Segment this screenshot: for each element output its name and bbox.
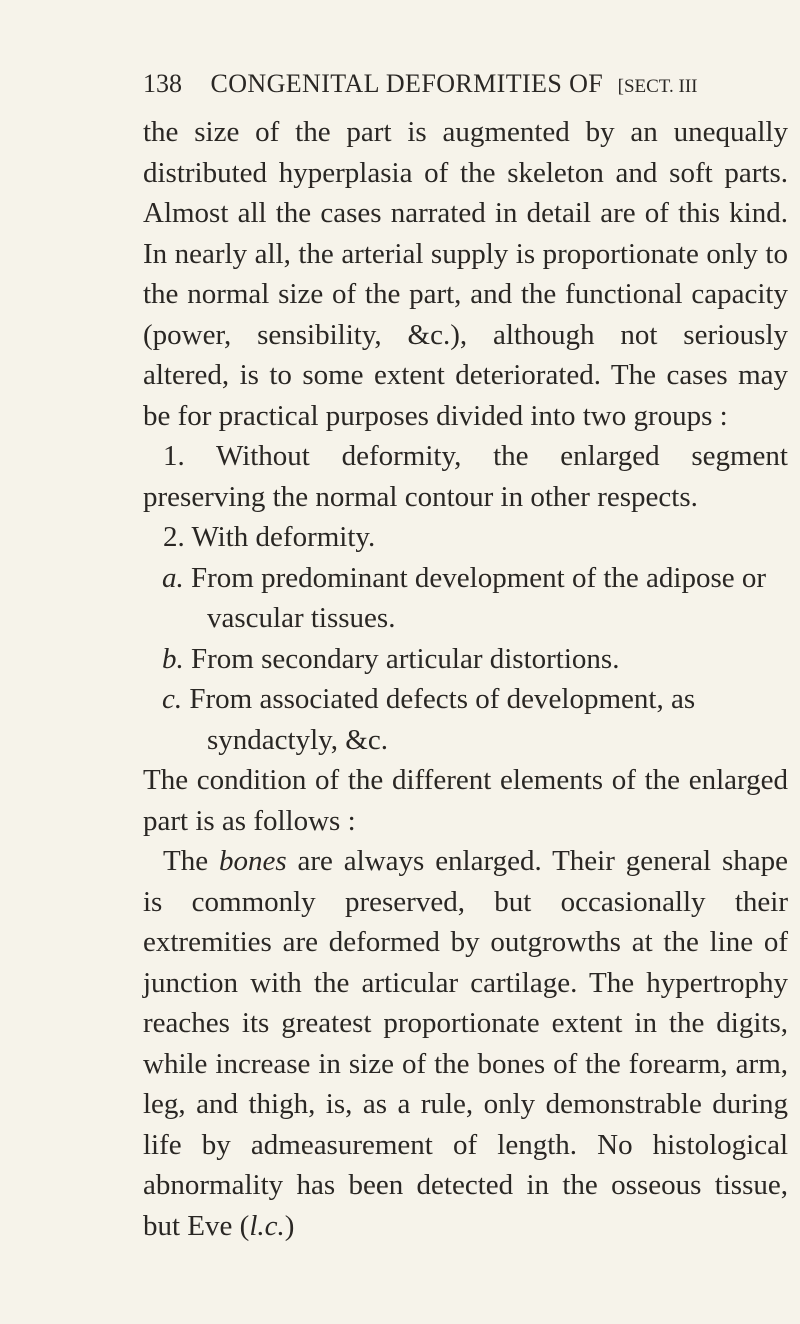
subitem-c-marker: c. [162,683,183,715]
citation: l.c. [249,1209,285,1242]
page-header [143,64,763,104]
running-title: CONGENITAL DEFORMITIES OF [210,69,604,98]
list-item-1: 1. Without deformity, the enlarged segment preserving the normal contour in other respects. [143,440,788,513]
subitem-c-text: From associated defects of development, as syndactyly, &c. [189,683,696,756]
bones-lead: The [163,845,209,877]
body-text [143,112,788,1246]
subitem-b-text: From secondary articular distortions. [191,642,620,675]
page-number: 138 [143,69,182,98]
paragraph-bones [143,841,788,1246]
list-item-2: 2. With deformity. [163,521,376,553]
bones-term: bones [218,845,287,877]
citation-close: ) [284,1209,295,1242]
paragraph-intro: the size of the part is augmented by an unequally distributed hyperplasia of the skeleton and soft parts. Almost all the cases narrated in detail are of this kind. In nearly all, the arterial supply is proportionate only to the normal size of the part, and the functional capacity (power, sensibility, &c.), although not seriously altered, is to some extent deteriorated. The cases may be for practical purposes divided into two groups : [143,116,788,432]
list-subitem-c [143,679,788,760]
list-subitem-b [143,639,788,680]
section-label: [SECT. III [617,76,698,97]
list-subitem-a [143,558,788,639]
bones-text: are always enlarged. Their general shape is commonly preserved, but occasionally their extremities are deformed by outgrowths at the line of junction with the articular cartilage. The hypertrophy reaches its greatest proportionate extent in the digits, while increase in size of the bones of the forearm, arm, leg, and thigh, is, as a rule, only demonstrable during life by admeasurement of length. No histological abnormality has been detected in the osseous tissue, but Eve ( [143,845,788,1242]
subitem-a-text: From predominant development of the adipose or vascular tissues. [191,561,767,634]
paragraph-condition: The condition of the different elements of the enlarged part is as follows : [143,764,788,837]
subitem-a-marker: a. [162,561,184,594]
subitem-b-marker: b. [162,642,184,675]
